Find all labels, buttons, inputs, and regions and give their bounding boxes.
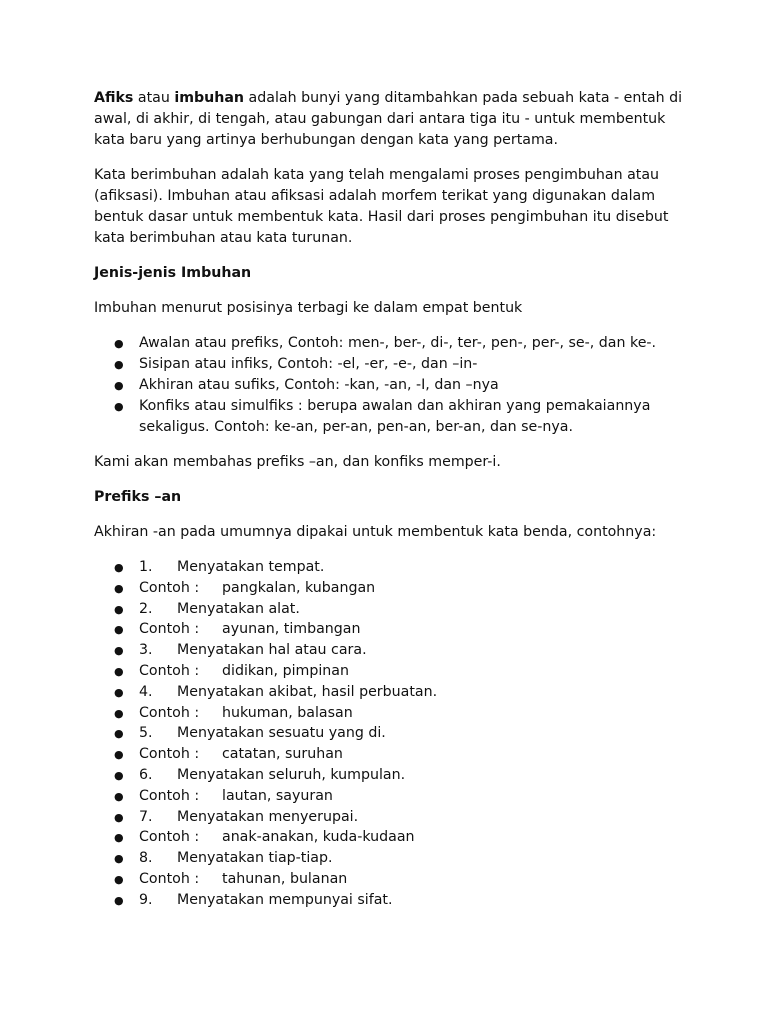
bullet-icon: ● [114, 852, 124, 866]
example-item [94, 661, 694, 682]
list-item-text: Konfiks atau simulfiks : berupa awalan dan akhiran yang pemakaiannya sekaligus. Contoh: ke-an, per-an, pen-an, ber-an, dan se-nya. [139, 398, 651, 435]
bullet-icon: ● [114, 602, 124, 616]
example-item [94, 869, 694, 890]
bullet-icon: ● [114, 400, 124, 413]
bullet-icon: ● [114, 337, 124, 350]
use-text: Menyatakan alat. [177, 600, 300, 617]
contoh-label: Contoh : [139, 746, 200, 763]
list-item-text: Sisipan atau infiks, Contoh: -el, -er, -e-, dan –in- [139, 356, 478, 372]
example-text: didikan, pimpinan [222, 662, 349, 679]
heading-jenis-imbuhan: Jenis-jenis Imbuhan [94, 265, 252, 281]
contoh-label: Contoh : [139, 787, 200, 804]
use-item [94, 765, 694, 786]
document-page [94, 88, 694, 911]
use-item [94, 723, 694, 744]
bullet-icon: ● [114, 789, 124, 803]
use-text: Menyatakan hal atau cara. [177, 642, 367, 659]
example-text: hukuman, balasan [222, 704, 353, 721]
bullet-icon: ● [114, 358, 124, 371]
contoh-label: Contoh : [139, 621, 200, 638]
use-item [94, 599, 694, 620]
bullet-icon: ● [114, 623, 124, 637]
example-item [94, 578, 694, 599]
heading-prefiks-an: Prefiks –an [94, 489, 182, 505]
contoh-label: Contoh : [139, 870, 200, 887]
example-text: catatan, suruhan [222, 746, 343, 763]
bullet-icon: ● [114, 664, 124, 678]
bullet-icon: ● [114, 748, 124, 762]
jenis-imbuhan-list [94, 333, 694, 438]
use-text: Menyatakan sesuatu yang di. [177, 725, 386, 742]
example-text: tahunan, bulanan [222, 870, 348, 887]
akhiran-intro-paragraph: Akhiran -an pada umumnya dipakai untuk membentuk kata benda, contohnya: [94, 524, 657, 540]
contoh-label: Contoh : [139, 662, 200, 679]
use-number: 3. [139, 642, 153, 659]
list-item-text: Awalan atau prefiks, Contoh: men-, ber-, di-, ter-, pen-, per-, se-, dan ke-. [139, 335, 657, 351]
use-number: 1. [139, 559, 153, 575]
bullet-icon: ● [114, 685, 124, 699]
example-text: lautan, sayuran [222, 787, 333, 804]
list-item [94, 354, 694, 375]
use-text: Menyatakan seluruh, kumpulan. [177, 766, 406, 783]
use-item [94, 640, 694, 661]
use-text: Menyatakan tempat. [177, 559, 325, 575]
use-item [94, 557, 694, 578]
intro-rest: adalah bunyi yang ditambahkan pada sebuah kata - entah di awal, di akhir, di tengah, atau gabungan dari antara tiga itu - untuk membentuk kata baru yang artinya berhubungan dengan kata yang pertama. [94, 90, 683, 148]
list-item-text: Akhiran atau sufiks, Contoh: -kan, -an, -I, dan –nya [139, 377, 499, 393]
term-afiks: Afiks [94, 90, 134, 106]
scope-paragraph: Kami akan membahas prefiks –an, dan konfiks memper-i. [94, 454, 501, 470]
intro-connector: atau [133, 90, 175, 106]
contoh-label: Contoh : [139, 579, 200, 596]
example-item [94, 703, 694, 724]
example-text: anak-anakan, kuda-kudaan [222, 829, 415, 846]
definition-paragraph: Kata berimbuhan adalah kata yang telah mengalami proses pengimbuhan atau (afiksasi). Imbuhan atau afiksasi adalah morfem terikat yang digunakan dalam bentuk dasar untuk membentuk kata. Hasil dari proses pengimbuhan itu disebut kata berimbuhan atau kata turunan. [94, 167, 669, 246]
use-number: 5. [139, 725, 153, 742]
example-text: ayunan, timbangan [222, 621, 361, 638]
bullet-icon: ● [114, 893, 124, 907]
use-number: 6. [139, 766, 153, 783]
jenis-intro-paragraph: Imbuhan menurut posisinya terbagi ke dalam empat bentuk [94, 300, 523, 316]
use-number: 7. [139, 808, 153, 825]
bullet-icon: ● [114, 379, 124, 392]
list-item [94, 333, 694, 354]
bullet-icon: ● [114, 644, 124, 658]
list-item [94, 396, 694, 438]
use-text: Menyatakan akibat, hasil perbuatan. [177, 683, 438, 700]
use-number: 2. [139, 600, 153, 617]
example-text: pangkalan, kubangan [222, 579, 376, 596]
bullet-icon: ● [114, 727, 124, 741]
list-item [94, 375, 694, 396]
term-imbuhan: imbuhan [174, 90, 245, 106]
use-text: Menyatakan menyerupai. [177, 808, 359, 825]
bullet-icon: ● [114, 810, 124, 824]
bullet-icon: ● [114, 831, 124, 845]
bullet-icon: ● [114, 561, 124, 574]
use-number: 4. [139, 683, 153, 700]
use-item [94, 848, 694, 869]
use-number: 8. [139, 850, 153, 867]
use-text: Menyatakan mempunyai sifat. [177, 891, 393, 908]
bullet-icon: ● [114, 706, 124, 720]
intro-paragraph [94, 88, 694, 151]
use-item [94, 682, 694, 703]
example-item [94, 786, 694, 807]
bullet-icon: ● [114, 768, 124, 782]
use-number: 9. [139, 891, 153, 908]
example-item [94, 827, 694, 848]
contoh-label: Contoh : [139, 704, 200, 721]
use-item [94, 807, 694, 828]
bullet-icon: ● [114, 872, 124, 886]
use-item [94, 890, 694, 911]
akhiran-an-uses-list [94, 557, 694, 911]
example-item [94, 619, 694, 640]
use-text: Menyatakan tiap-tiap. [177, 850, 333, 867]
contoh-label: Contoh : [139, 829, 200, 846]
bullet-icon: ● [114, 581, 124, 595]
example-item [94, 744, 694, 765]
